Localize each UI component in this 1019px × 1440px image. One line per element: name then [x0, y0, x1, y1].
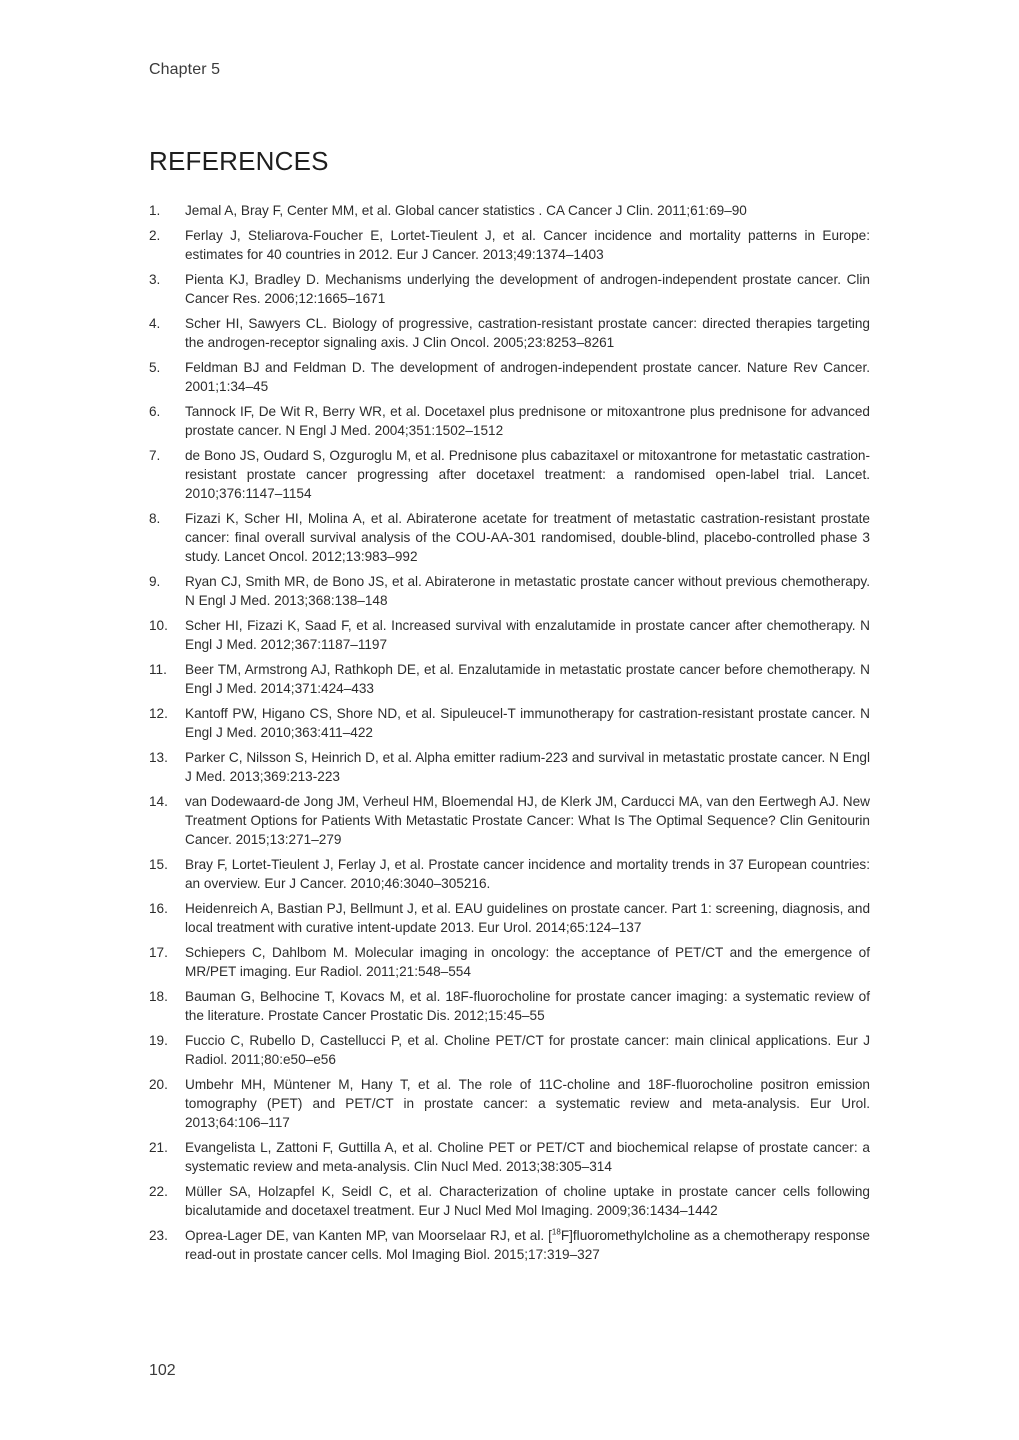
reference-text: Parker C, Nilsson S, Heinrich D, et al. Alpha emitter radium-223 and survival in metastatic prostate cancer. N Engl J Med. 2013;369:213-223: [185, 750, 870, 784]
reference-item-14: [149, 792, 870, 849]
reference-number: 18.: [149, 989, 168, 1004]
reference-text: Pienta KJ, Bradley D. Mechanisms underlying the development of androgen-independent prostate cancer. Clin Cancer Res. 2006;12:1665–1671: [185, 272, 870, 306]
reference-number: 3.: [149, 272, 161, 287]
reference-text: Jemal A, Bray F, Center MM, et al. Global cancer statistics . CA Cancer J Clin. 2011;61:69–90: [185, 203, 747, 218]
reference-text: Bauman G, Belhocine T, Kovacs M, et al. 18F-fluorocholine for prostate cancer imaging: a systematic review of the literature. Prostate Cancer Prostatic Dis. 2012;15:45–55: [185, 989, 870, 1023]
reference-text: Evangelista L, Zattoni F, Guttilla A, et al. Choline PET or PET/CT and biochemical relapse of prostate cancer: a systematic review and meta-analysis. Clin Nucl Med. 2013;38:305–314: [185, 1140, 870, 1174]
reference-item-5: [149, 358, 870, 396]
reference-item-12: [149, 704, 870, 742]
reference-text: van Dodewaard-de Jong JM, Verheul HM, Bloemendal HJ, de Klerk JM, Carducci MA, van den Eertwegh AJ. New Treatment Options for Patients With Metastatic Prostate Cancer: What Is The Optimal Sequence? Clin Genitourin Cancer. 2015;13:271–279: [185, 794, 870, 847]
reference-text: Tannock IF, De Wit R, Berry WR, et al. Docetaxel plus prednisone or mitoxantrone plus prednisone for advanced prostate cancer. N Engl J Med. 2004;351:1502–1512: [185, 404, 870, 438]
reference-text: Fizazi K, Scher HI, Molina A, et al. Abiraterone acetate for treatment of metastatic castration-resistant prostate cancer: final overall survival analysis of the COU-AA-301 randomised, double-blind, placebo-controlled phase 3 study. Lancet Oncol. 2012;13:983–992: [185, 511, 870, 564]
reference-text-before: Oprea-Lager DE, van Kanten MP, van Moorselaar RJ, et al. [: [185, 1228, 552, 1243]
reference-number: 11.: [149, 662, 167, 677]
isotope-superscript: 18: [551, 1227, 561, 1237]
reference-text: Ryan CJ, Smith MR, de Bono JS, et al. Abiraterone in metastatic prostate cancer without previous chemotherapy. N Engl J Med. 2013;368:138–148: [185, 574, 870, 608]
reference-text: de Bono JS, Oudard S, Ozguroglu M, et al. Prednisone plus cabazitaxel or mitoxantrone for metastatic castration-resistant prostate cancer progressing after docetaxel treatment: a randomised open-label trial. Lancet. 2010;376:1147–1154: [185, 448, 870, 501]
reference-text: Müller SA, Holzapfel K, Seidl C, et al. Characterization of choline uptake in prostate cancer cells following bicalutamide and docetaxel treatment. Eur J Nucl Med Mol Imaging. 2009;36:1434–1442: [185, 1184, 870, 1218]
reference-item-11: [149, 660, 870, 698]
reference-text: Kantoff PW, Higano CS, Shore ND, et al. Sipuleucel-T immunotherapy for castration-resistant prostate cancer. N Engl J Med. 2010;363:411–422: [185, 706, 870, 740]
reference-number: 22.: [149, 1184, 168, 1199]
reference-item-19: [149, 1031, 870, 1069]
reference-item-22: [149, 1182, 870, 1220]
reference-number: 6.: [149, 404, 161, 419]
reference-item-2: [149, 226, 870, 264]
reference-number: 5.: [149, 360, 161, 375]
reference-text: Scher HI, Sawyers CL. Biology of progressive, castration-resistant prostate cancer: directed therapies targeting the androgen-receptor signaling axis. J Clin Oncol. 2005;23:8253–8261: [185, 316, 870, 350]
reference-item-6: [149, 402, 870, 440]
reference-number: 4.: [149, 316, 161, 331]
reference-item-1: [149, 201, 870, 220]
reference-text: Beer TM, Armstrong AJ, Rathkoph DE, et al. Enzalutamide in metastatic prostate cancer before chemotherapy. N Engl J Med. 2014;371:424–433: [185, 662, 870, 696]
reference-number: 17.: [149, 945, 168, 960]
reference-number: 1.: [149, 203, 161, 218]
reference-number: 8.: [149, 511, 161, 526]
reference-item-18: [149, 987, 870, 1025]
reference-text: [185, 1226, 870, 1264]
reference-number: 7.: [149, 448, 161, 463]
reference-number: 9.: [149, 574, 161, 589]
reference-number: 2.: [149, 228, 161, 243]
reference-item-20: [149, 1075, 870, 1132]
reference-text: Scher HI, Fizazi K, Saad F, et al. Increased survival with enzalutamide in prostate cancer after chemotherapy. N Engl J Med. 2012;367:1187–1197: [185, 618, 870, 652]
reference-list: [149, 201, 870, 1270]
reference-item-9: [149, 572, 870, 610]
reference-item-21: [149, 1138, 870, 1176]
reference-item-3: [149, 270, 870, 308]
reference-item-23: [149, 1226, 870, 1264]
reference-number: 20.: [149, 1077, 168, 1092]
reference-text: Umbehr MH, Müntener M, Hany T, et al. The role of 11C-choline and 18F-fluorocholine positron emission tomography (PET) and PET/CT in prostate cancer: a systematic review and meta-analysis. Eur Urol. 2013;64:106–117: [185, 1077, 870, 1130]
reference-number: 19.: [149, 1033, 168, 1048]
section-title: REFERENCES: [149, 146, 329, 176]
reference-number: 16.: [149, 901, 168, 916]
reference-text: Fuccio C, Rubello D, Castellucci P, et al. Choline PET/CT for prostate cancer: main clinical applications. Eur J Radiol. 2011;80:e50–e56: [185, 1033, 870, 1067]
reference-number: 10.: [149, 618, 168, 633]
reference-number: 13.: [149, 750, 168, 765]
reference-number: 23.: [149, 1228, 168, 1243]
running-head-chapter: Chapter 5: [149, 61, 221, 78]
reference-item-15: [149, 855, 870, 893]
page-number: 102: [149, 1362, 176, 1379]
reference-item-8: [149, 509, 870, 566]
reference-text-after: F]fluoromethylcholine as a chemotherapy response read-out in prostate cancer cells. Mol Imaging Biol. 2015;17:319–327: [185, 1228, 870, 1262]
reference-item-16: [149, 899, 870, 937]
reference-text: Schiepers C, Dahlbom M. Molecular imaging in oncology: the acceptance of PET/CT and the emergence of MR/PET imaging. Eur Radiol. 2011;21:548–554: [185, 945, 870, 979]
reference-text: Bray F, Lortet-Tieulent J, Ferlay J, et al. Prostate cancer incidence and mortality trends in 37 European countries: an overview. Eur J Cancer. 2010;46:3040–305216.: [185, 857, 870, 891]
reference-text: Ferlay J, Steliarova-Foucher E, Lortet-Tieulent J, et al. Cancer incidence and mortality patterns in Europe: estimates for 40 countries in 2012. Eur J Cancer. 2013;49:1374–1403: [185, 228, 870, 262]
reference-text: Feldman BJ and Feldman D. The development of androgen-independent prostate cancer. Nature Rev Cancer. 2001;1:34–45: [185, 360, 870, 394]
reference-number: 14.: [149, 794, 168, 809]
reference-number: 12.: [149, 706, 168, 721]
reference-number: 15.: [149, 857, 168, 872]
reference-text: Heidenreich A, Bastian PJ, Bellmunt J, et al. EAU guidelines on prostate cancer. Part 1: screening, diagnosis, and local treatment with curative intent-update 2013. Eur Urol. 2014;65:124–137: [185, 901, 870, 935]
reference-item-10: [149, 616, 870, 654]
reference-item-17: [149, 943, 870, 981]
reference-item-13: [149, 748, 870, 786]
reference-item-4: [149, 314, 870, 352]
reference-number: 21.: [149, 1140, 168, 1155]
reference-item-7: [149, 446, 870, 503]
